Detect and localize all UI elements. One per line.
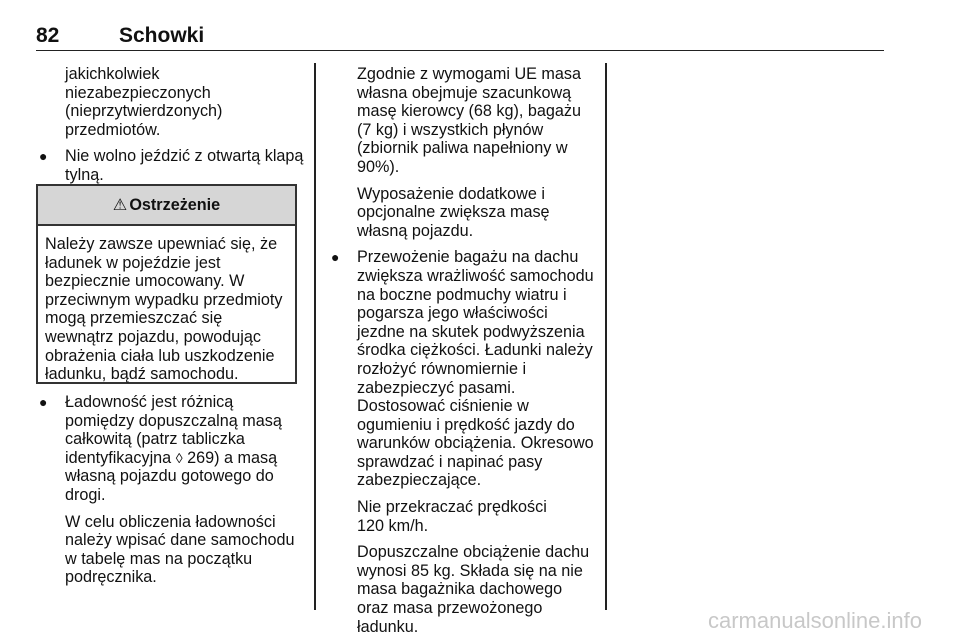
bullet-item: ● Przewożenie bagażu na dachu zwiększa wrażliwość samochodu na boczne podmuchy wiatru i pogarsza jego właściwości jezdne na skutek podwyższenia środka ciężkości. Ładunki należy rozłożyć równomiernie i zabezpieczyć pasami. Dostosować ciśnienie w ogumieniu i prędkość jazdy do warunków obciążenia. Okresowo sprawdzać i napinać pasy zabezpieczające. — [331, 248, 594, 490]
warning-header — [38, 186, 295, 226]
paragraph: Zgodnie z wymogami UE masa własna obejmuje szacunkową masę kierowcy (68 kg), bagażu (7 kg) i wszystkich płynów (zbiornik paliwa napełniony w 90%). — [357, 65, 582, 176]
paragraph: Wyposażenie dodatkowe i opcjonalne zwiększa masę własną pojazdu. — [357, 184, 550, 240]
bullet-dot-icon: ● — [39, 394, 48, 410]
warning-box — [36, 184, 297, 384]
warning-triangle-icon: ⚠ — [112, 196, 128, 214]
column-1-top — [36, 65, 306, 185]
column-2 — [328, 65, 598, 636]
column-divider — [605, 63, 607, 610]
bullet-dot-icon: ● — [39, 148, 48, 165]
bullet-item: ● Ładowność jest różnicą pomiędzy dopuszczalną masą całkowitą (patrz tabliczka identyfikacyjna ◊ 269) a masą własną pojazdu gotowego do drogi. — [39, 393, 282, 504]
paragraph: W celu obliczenia ładowności należy wpisać dane samochodu w tabelę mas na początku podręcznika. — [65, 512, 295, 587]
bullet-item: ● Nie wolno jeździć z otwartą klapą tylną. — [39, 147, 304, 184]
bullet-dot-icon: ● — [331, 249, 340, 266]
paragraph: Nie przekraczać prędkości 120 km/h. — [357, 498, 547, 535]
watermark: carmanualsonline.info — [707, 608, 922, 633]
warning-title: Ostrzeżenie — [129, 195, 221, 214]
column-1-bottom — [36, 393, 306, 587]
page-reference-icon: ◊ — [175, 449, 183, 466]
paragraph: Dopuszczalne obciążenie dachu wynosi 85 kg. Składa się na nie masa bagażnika dachowego oraz masa przewożonego ładunku. — [357, 543, 590, 636]
page-title: Schowki — [119, 24, 205, 47]
page-header — [36, 22, 884, 51]
page-number: 82 — [36, 24, 60, 47]
warning-text: Należy zawsze upewniać się, że ładunek w pojeździe jest bezpiecznie umocowany. W przeciwnym wypadku przedmioty mogą przemieszczać się wewnątrz pojazdu, powodując obrażenia ciała lub uszkodzenie ładunku, bądź samochodu. — [45, 235, 283, 384]
continued-text: jakichkolwiek niezabezpieczonych (nieprzytwierdzonych) przedmiotów. — [65, 65, 223, 139]
column-divider — [314, 63, 316, 610]
